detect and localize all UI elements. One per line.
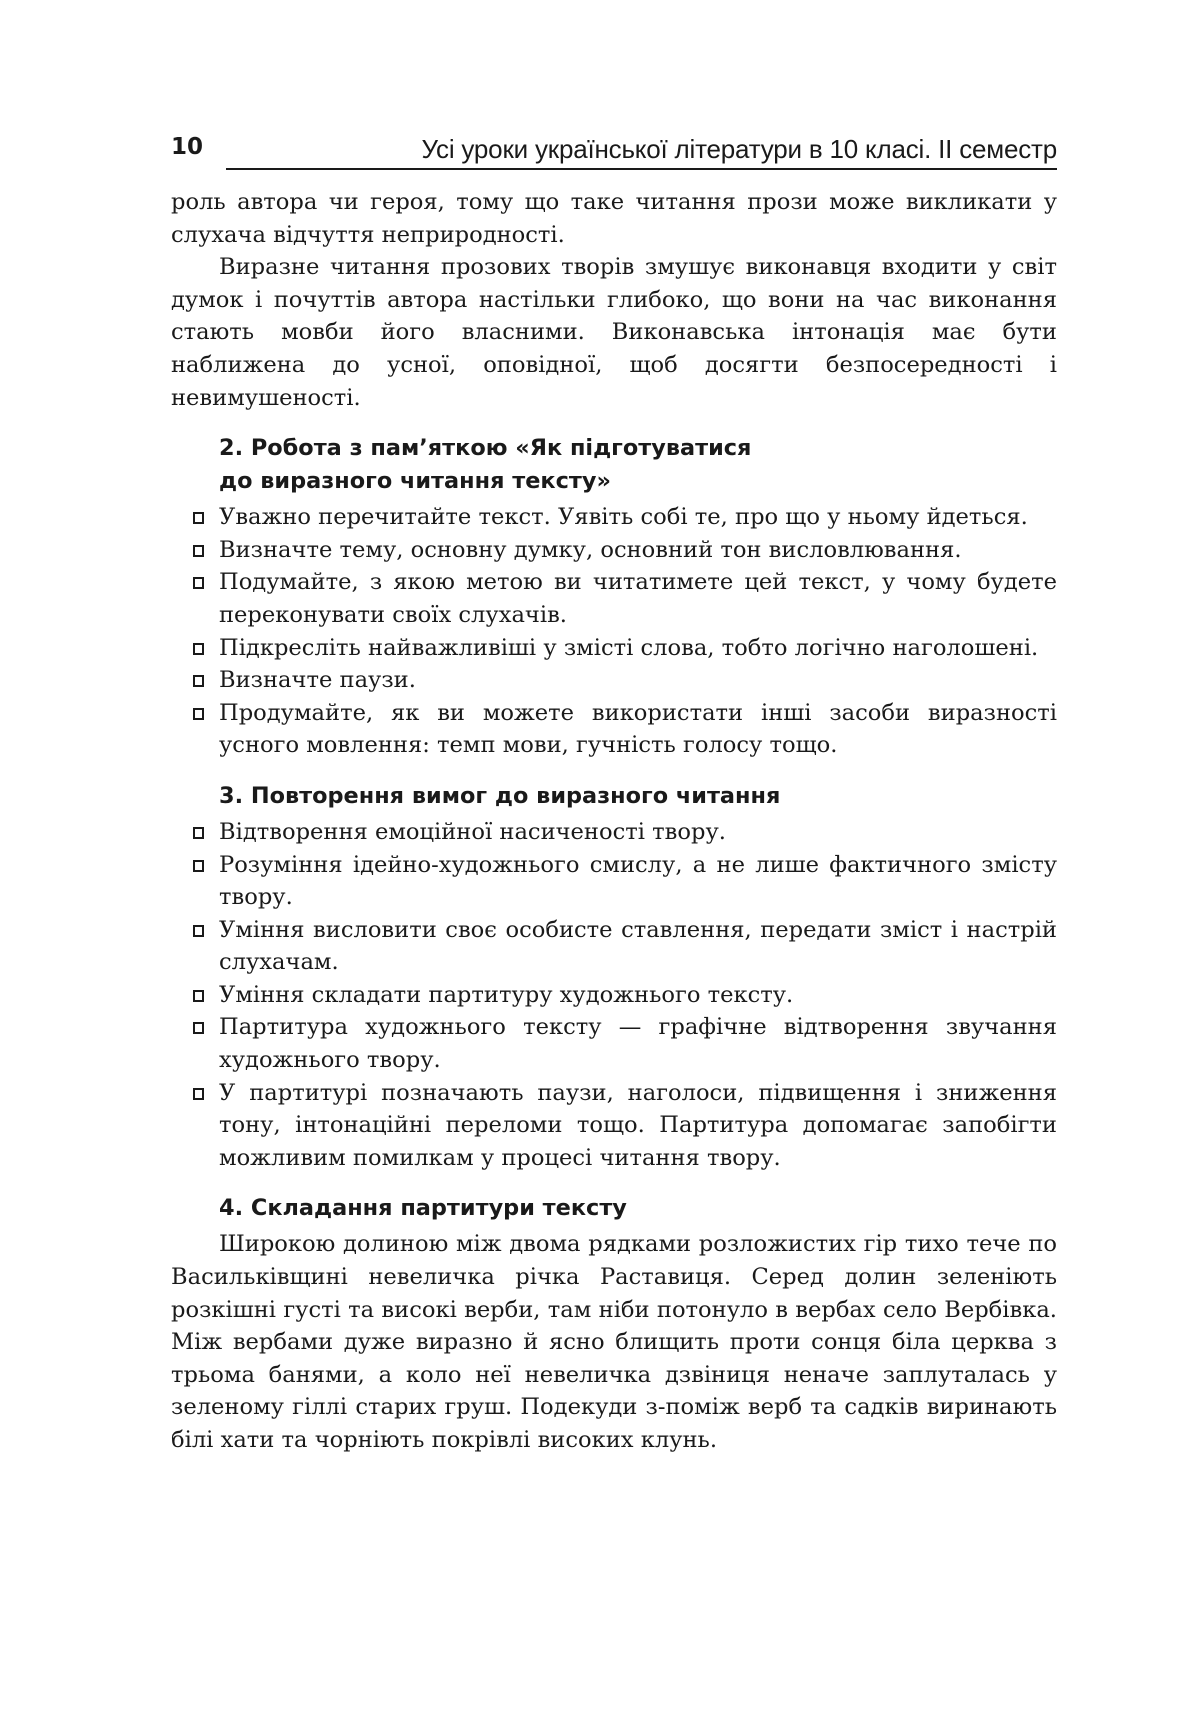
square-bullet-icon [193, 1022, 204, 1034]
square-bullet-icon [193, 708, 204, 720]
list-item-text: Партитура художнього тексту — графічне відтворення звучання художнього твору. [219, 1014, 1057, 1074]
square-bullet-icon [193, 827, 204, 839]
list-item-text: Подумайте, з якою метою ви читатимете цей текст, у чому будете переконувати своїх слухачів. [219, 569, 1057, 628]
square-bullet-icon [193, 990, 204, 1002]
intro-paragraph: Виразне читання прозових творів змушує виконавця входити у світ думок і почуттів автора настільки глибоко, що вони на час виконання стають мовби його власними. Виконавська інтонація має бути наближена до усної, оповідної, щоб досягти безпосередності і невимушеності. [171, 254, 1057, 411]
square-bullet-icon [193, 1088, 204, 1100]
list-item [171, 697, 1057, 762]
square-bullet-icon [193, 675, 204, 687]
list-item-text: Підкресліть найважливіші у змісті слова, тобто логічно наголошені. [219, 634, 1039, 661]
list-item-text: У партитурі позначають паузи, наголоси, підвищення і зниження тону, інтонаційні переломи тощо. Партитура допомагає запобігти можливим помилкам у процесі читання твору. [219, 1079, 1057, 1171]
section-2-heading-line-2: до виразного читання тексту» [219, 468, 611, 495]
list-item [171, 632, 1057, 665]
page-body [171, 186, 1057, 1457]
list-item [171, 849, 1057, 914]
list-item [171, 1011, 1057, 1076]
section-3-list [171, 816, 1057, 1175]
square-bullet-icon [193, 925, 204, 937]
square-bullet-icon [193, 577, 204, 589]
list-item [171, 914, 1057, 979]
list-item [171, 534, 1057, 567]
intro-paragraph-continued: роль автора чи героя, тому що таке читання прози може викликати у слухача відчуття неприродності. [171, 189, 1057, 248]
list-item [171, 1077, 1057, 1175]
list-item-text: Відтворення емоційної насиченості твору. [219, 818, 726, 845]
list-item-text: Розуміння ідейно-художнього смислу, а не лише фактичного змісту твору. [219, 851, 1057, 911]
section-4-paragraph: Широкою долиною між двома рядками розложистих гір тихо тече по Васильківщині невеличка річка Раставиця. Серед долин зеленіють розкішні густі та високі верби, там ніби потонуло в вербах село Вербівка. Між вербами дуже виразно й ясно блищить проти сонця біла церква з трьома банями, а коло неї невеличка дзвіниця неначе заплуталась у зеленому гіллі старих груш. Подекуди з-поміж верб та садків виринають білі хати та чорніють покрівлі високих клунь. [171, 1231, 1057, 1453]
section-3-heading: 3. Повторення вимог до виразного читання [219, 782, 781, 809]
list-item-text: Уміння висловити своє особисте ставлення, передати зміст і настрій слухачам. [219, 916, 1057, 976]
square-bullet-icon [193, 545, 204, 557]
list-item [171, 664, 1057, 697]
page-number: 10 [171, 134, 204, 160]
list-item [171, 816, 1057, 849]
list-item-text: Визначте паузи. [219, 667, 416, 694]
running-title: Усі уроки української літератури в 10 класі. ІІ семестр [421, 134, 1057, 164]
list-item-text: Продумайте, як ви можете використати інші засоби виразності усного мовлення: темп мови, гучність голосу тощо. [219, 699, 1057, 759]
list-item-text: Уміння складати партитуру художнього тексту. [219, 981, 794, 1008]
square-bullet-icon [193, 860, 204, 872]
section-4-heading: 4. Складання партитури тексту [219, 1195, 627, 1222]
section-2-heading-line-1: 2. Робота з пам’яткою «Як підготуватися [219, 435, 752, 462]
list-item-text: Уважно перечитайте текст. Уявіть собі те, про що у ньому йдеться. [219, 504, 1028, 531]
header-rule [226, 168, 1057, 170]
list-item [171, 979, 1057, 1012]
section-2-list [171, 501, 1057, 762]
square-bullet-icon [193, 643, 204, 655]
square-bullet-icon [193, 512, 204, 524]
list-item [171, 501, 1057, 534]
list-item [171, 566, 1057, 631]
section-2-heading [171, 432, 1057, 498]
list-item-text: Визначте тему, основну думку, основний тон висловлювання. [219, 536, 962, 563]
page-header [171, 128, 1057, 168]
